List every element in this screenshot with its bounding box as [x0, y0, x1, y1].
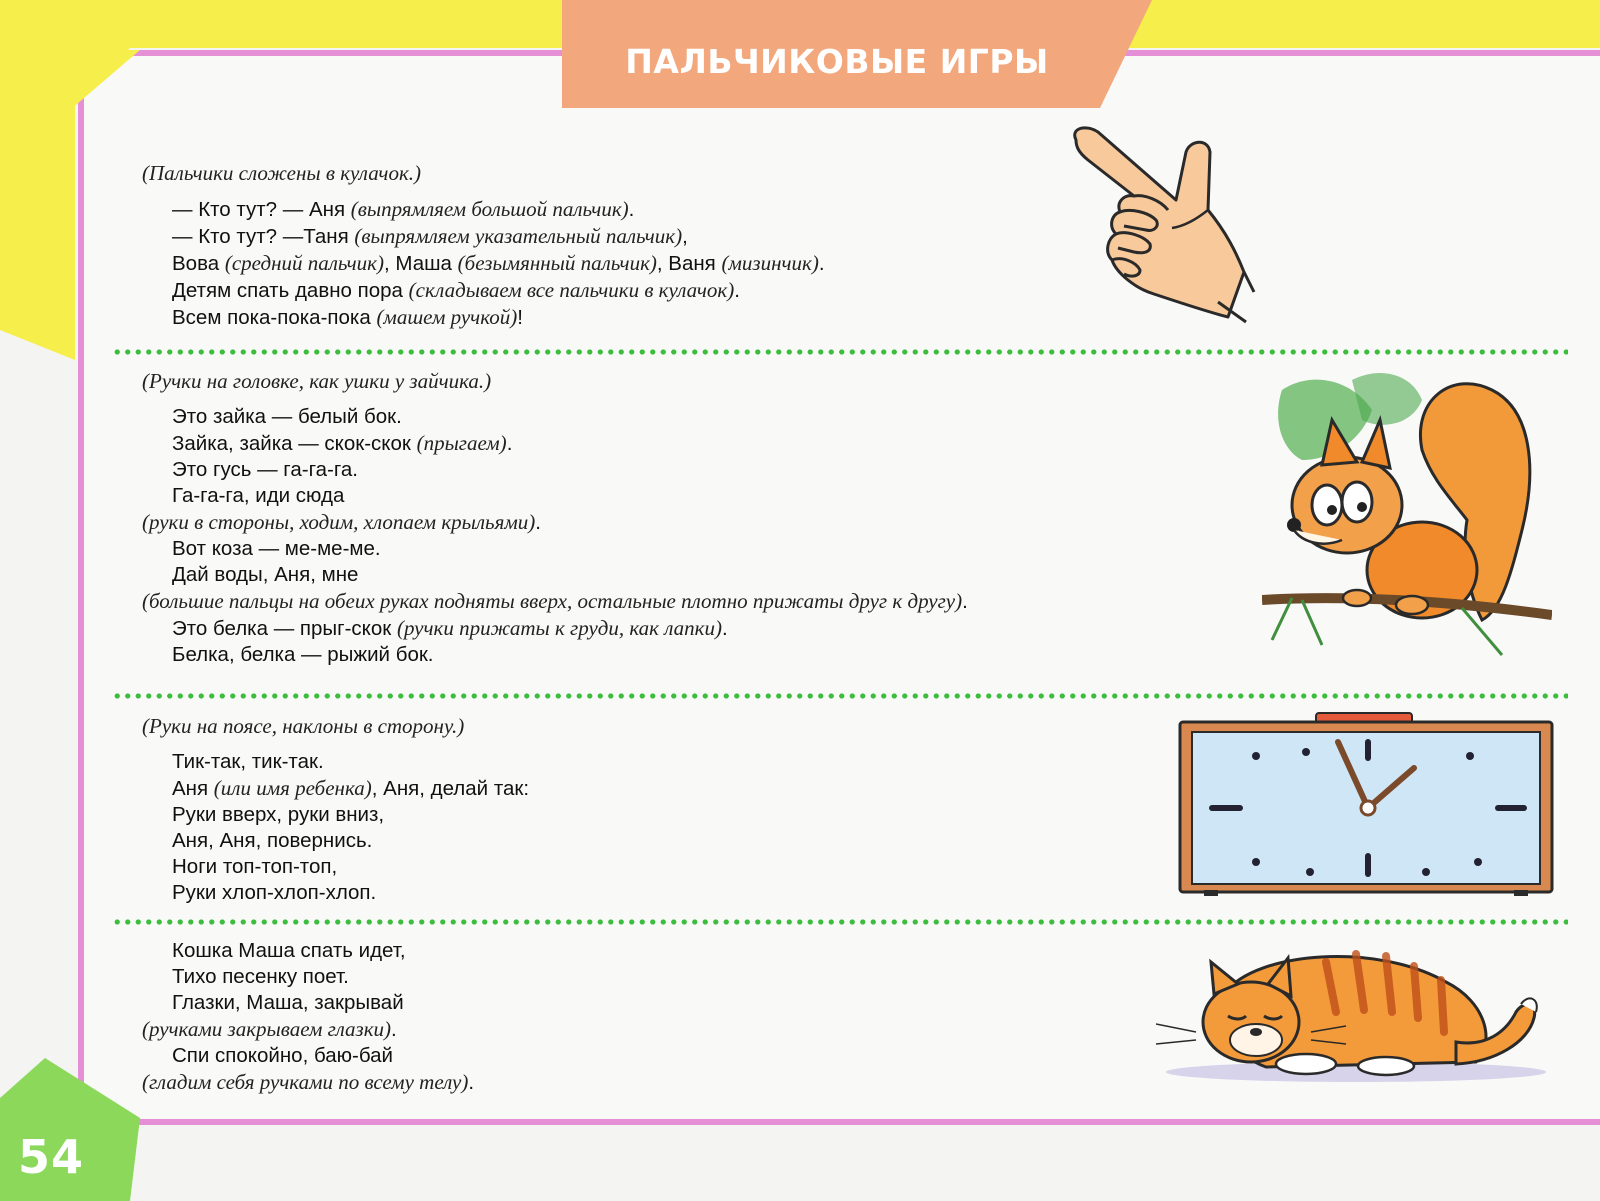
verse-text: Кошка Маша спать идет, [172, 939, 406, 962]
verse-text: — Кто тут? —Таня [172, 225, 355, 248]
verse-text: , [682, 225, 688, 248]
verse-text: Тихо песенку поет. [172, 965, 349, 988]
verse-line [142, 749, 529, 775]
verse-text: , Ваня [656, 252, 722, 275]
action-hint: (большие пальцы на обеих руках подняты вверх, остальные плотно прижаты друг к другу) [142, 589, 963, 613]
verse-line [142, 880, 529, 906]
verse-text: Глазки, Маша, закрывай [172, 991, 404, 1014]
verse-line [142, 430, 968, 457]
dotted-divider [112, 693, 1568, 699]
verse-text: . [506, 432, 513, 455]
verse-line [142, 509, 968, 536]
page-number: 54 [18, 1130, 85, 1184]
action-hint: (ручками закрываем глазки) [142, 1017, 392, 1041]
action-hint: (машем ручкой) [376, 305, 518, 329]
verse-line [142, 802, 529, 828]
action-hint: (или имя ребенка) [213, 776, 372, 800]
verse-text: Руки хлоп-хлоп-хлоп. [172, 881, 377, 904]
verse-text: Всем пока-пока-пока [172, 306, 377, 329]
game-block-cat [142, 938, 474, 1096]
verse-text: . [391, 1018, 397, 1041]
verse-line [142, 1016, 474, 1043]
squirrel-icon [1262, 370, 1552, 670]
verse-text: Спи спокойно, баю-бай [172, 1044, 393, 1067]
verse-line [142, 196, 825, 223]
verse-line [142, 854, 529, 880]
verse-text: Аня, Аня, повернись. [172, 829, 373, 852]
verse-line [142, 938, 474, 964]
verse-text: . [734, 279, 740, 302]
page-title: ПАЛЬЧИКОВЫЕ ИГРЫ [625, 42, 1049, 81]
verse-line [142, 588, 968, 615]
dotted-divider [112, 349, 1568, 355]
verse-text: , Маша [384, 252, 458, 275]
verse-text: — Кто тут? — Аня [172, 198, 351, 221]
pointing-hand-icon [1068, 122, 1258, 327]
verse-line [142, 642, 968, 668]
verse-text: . [721, 617, 728, 640]
action-hint: (безымянный пальчик) [457, 251, 657, 275]
verse-text: . [818, 252, 825, 275]
verse-line [142, 1043, 474, 1069]
verse-line [142, 562, 968, 588]
action-hint: (мизинчик) [721, 251, 819, 275]
verse-text: Га-га-га, иди сюда [172, 484, 345, 507]
verse-text: Белка, белка — рыжий бок. [172, 643, 434, 666]
verse-line [142, 277, 825, 304]
verse-line [142, 615, 968, 642]
stage-direction: (Руки на поясе, наклоны в сторону.) [142, 714, 465, 738]
verse-line [142, 250, 825, 277]
game-block-clock [142, 713, 529, 906]
stage-direction: (Ручки на головке, как ушки у зайчика.) [142, 369, 492, 393]
verse-line [142, 828, 529, 854]
action-hint: (выпрямляем указательный пальчик) [354, 224, 683, 248]
action-hint: (складываем все пальчики в кулачок) [408, 278, 735, 302]
verse-line [142, 964, 474, 990]
action-hint: (руки в стороны, ходим, хлопаем крыльями) [142, 510, 536, 534]
verse-text: ! [517, 306, 523, 329]
verse-line [142, 483, 968, 509]
verse-text: Руки вверх, руки вниз, [172, 803, 385, 826]
clock-icon [1178, 712, 1554, 902]
verse-text: Дай воды, Аня, мне [172, 563, 359, 586]
game-block-fingers [142, 160, 825, 331]
verse-line [142, 990, 474, 1016]
verse-line [142, 404, 968, 430]
action-hint: (средний пальчик) [224, 251, 384, 275]
action-hint: (ручки прижаты к груди, как лапки) [396, 616, 722, 640]
verse-text: . [962, 590, 968, 613]
verse-text: Ноги топ-топ-топ, [172, 855, 338, 878]
verse-text: , Аня, делай так: [371, 777, 530, 800]
verse-text: . [628, 198, 635, 221]
verse-line [142, 304, 825, 331]
dotted-divider [112, 919, 1568, 925]
verse-text: . [535, 511, 541, 534]
verse-line [142, 223, 825, 250]
verse-line [142, 775, 529, 802]
verse-text: Вот коза — ме-ме-ме. [172, 537, 381, 560]
action-hint: (прыгаем) [416, 431, 507, 455]
verse-text: Аня [172, 777, 214, 800]
game-block-animals [142, 368, 968, 668]
verse-text: Это гусь — га-га-га. [172, 458, 358, 481]
verse-text: Это белка — прыг-скок [172, 617, 397, 640]
verse-text: Детям спать давно пора [172, 279, 409, 302]
action-hint: (выпрямляем большой пальчик) [350, 197, 629, 221]
verse-text: Тик-так, тик-так. [172, 750, 324, 773]
verse-text: Вова [172, 252, 225, 275]
verse-text: Зайка, зайка — скок-скок [172, 432, 417, 455]
verse-text: Это зайка — белый бок. [172, 405, 402, 428]
verse-text: . [468, 1071, 475, 1094]
verse-line [142, 457, 968, 483]
action-hint: (гладим себя ручками по всему телу) [142, 1070, 469, 1094]
stage-direction: (Пальчики сложены в кулачок.) [142, 161, 422, 185]
sleeping-cat-icon [1156, 932, 1556, 1087]
verse-line [142, 1069, 474, 1096]
verse-line [142, 536, 968, 562]
